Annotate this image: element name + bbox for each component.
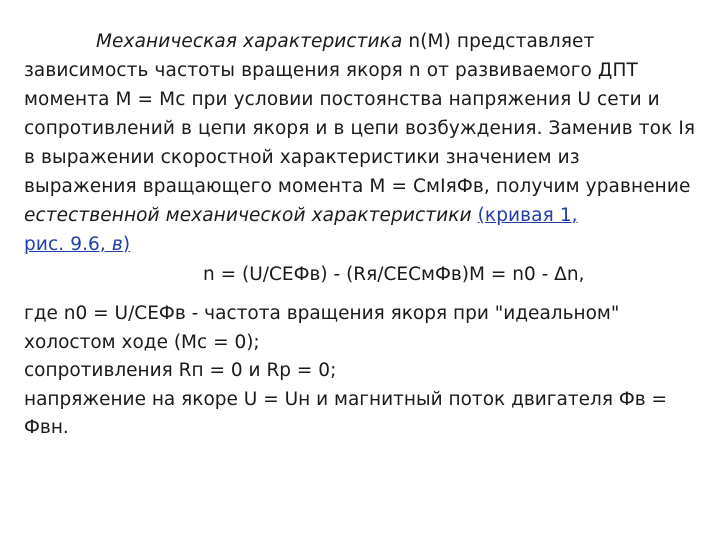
text-line bbox=[24, 27, 714, 56]
text-line: сопротивлений в цепи якоря и в цепи возбуждения. Заменив ток Iя bbox=[24, 118, 696, 139]
text-line: выражения вращающего момента М = СмIяФв, получим уравнение bbox=[24, 176, 691, 197]
formula-mechanical-characteristic: n = (U/СЕФв) - (Rя/СЕСмФв)М = n0 - Δn, bbox=[203, 264, 585, 285]
text-fragment: n(M) представляет bbox=[402, 31, 595, 52]
figure-link-text: рис. 9.6, bbox=[24, 234, 106, 255]
term-natural-mechanical-characteristic: естественной механической характеристики bbox=[24, 205, 472, 226]
text-line: напряжение на якоре U = Uн и магнитный поток двигателя Фв = bbox=[24, 388, 668, 410]
text-line: сопротивления Rп = 0 и Rр = 0; bbox=[24, 360, 337, 381]
text-line: в выражении скоростной характеристики значением из bbox=[24, 147, 580, 168]
term-mechanical-characteristic: Механическая характеристика bbox=[96, 31, 403, 52]
text-line: Фвн. bbox=[24, 417, 69, 438]
text-line: момента М = Мс при условии постоянства напряжения U сети и bbox=[24, 89, 660, 110]
text-line: где n0 = U/СЕФв - частота вращения якоря при "идеальном" bbox=[24, 303, 620, 324]
paragraph-definitions bbox=[24, 300, 714, 443]
paragraph-mechanical-characteristic bbox=[24, 27, 714, 259]
figure-link-paren: ) bbox=[122, 234, 131, 255]
text-line: холостом ходе (Мс = 0); bbox=[24, 331, 260, 353]
text-line bbox=[24, 230, 714, 259]
figure-link-letter: в bbox=[111, 234, 123, 255]
figure-link-part2[interactable] bbox=[24, 234, 130, 255]
text-line bbox=[24, 201, 714, 230]
text-line: зависимость частоты вращения якоря n от развиваемого ДПТ bbox=[24, 60, 638, 81]
figure-link-part1[interactable]: (кривая 1, bbox=[477, 205, 578, 226]
